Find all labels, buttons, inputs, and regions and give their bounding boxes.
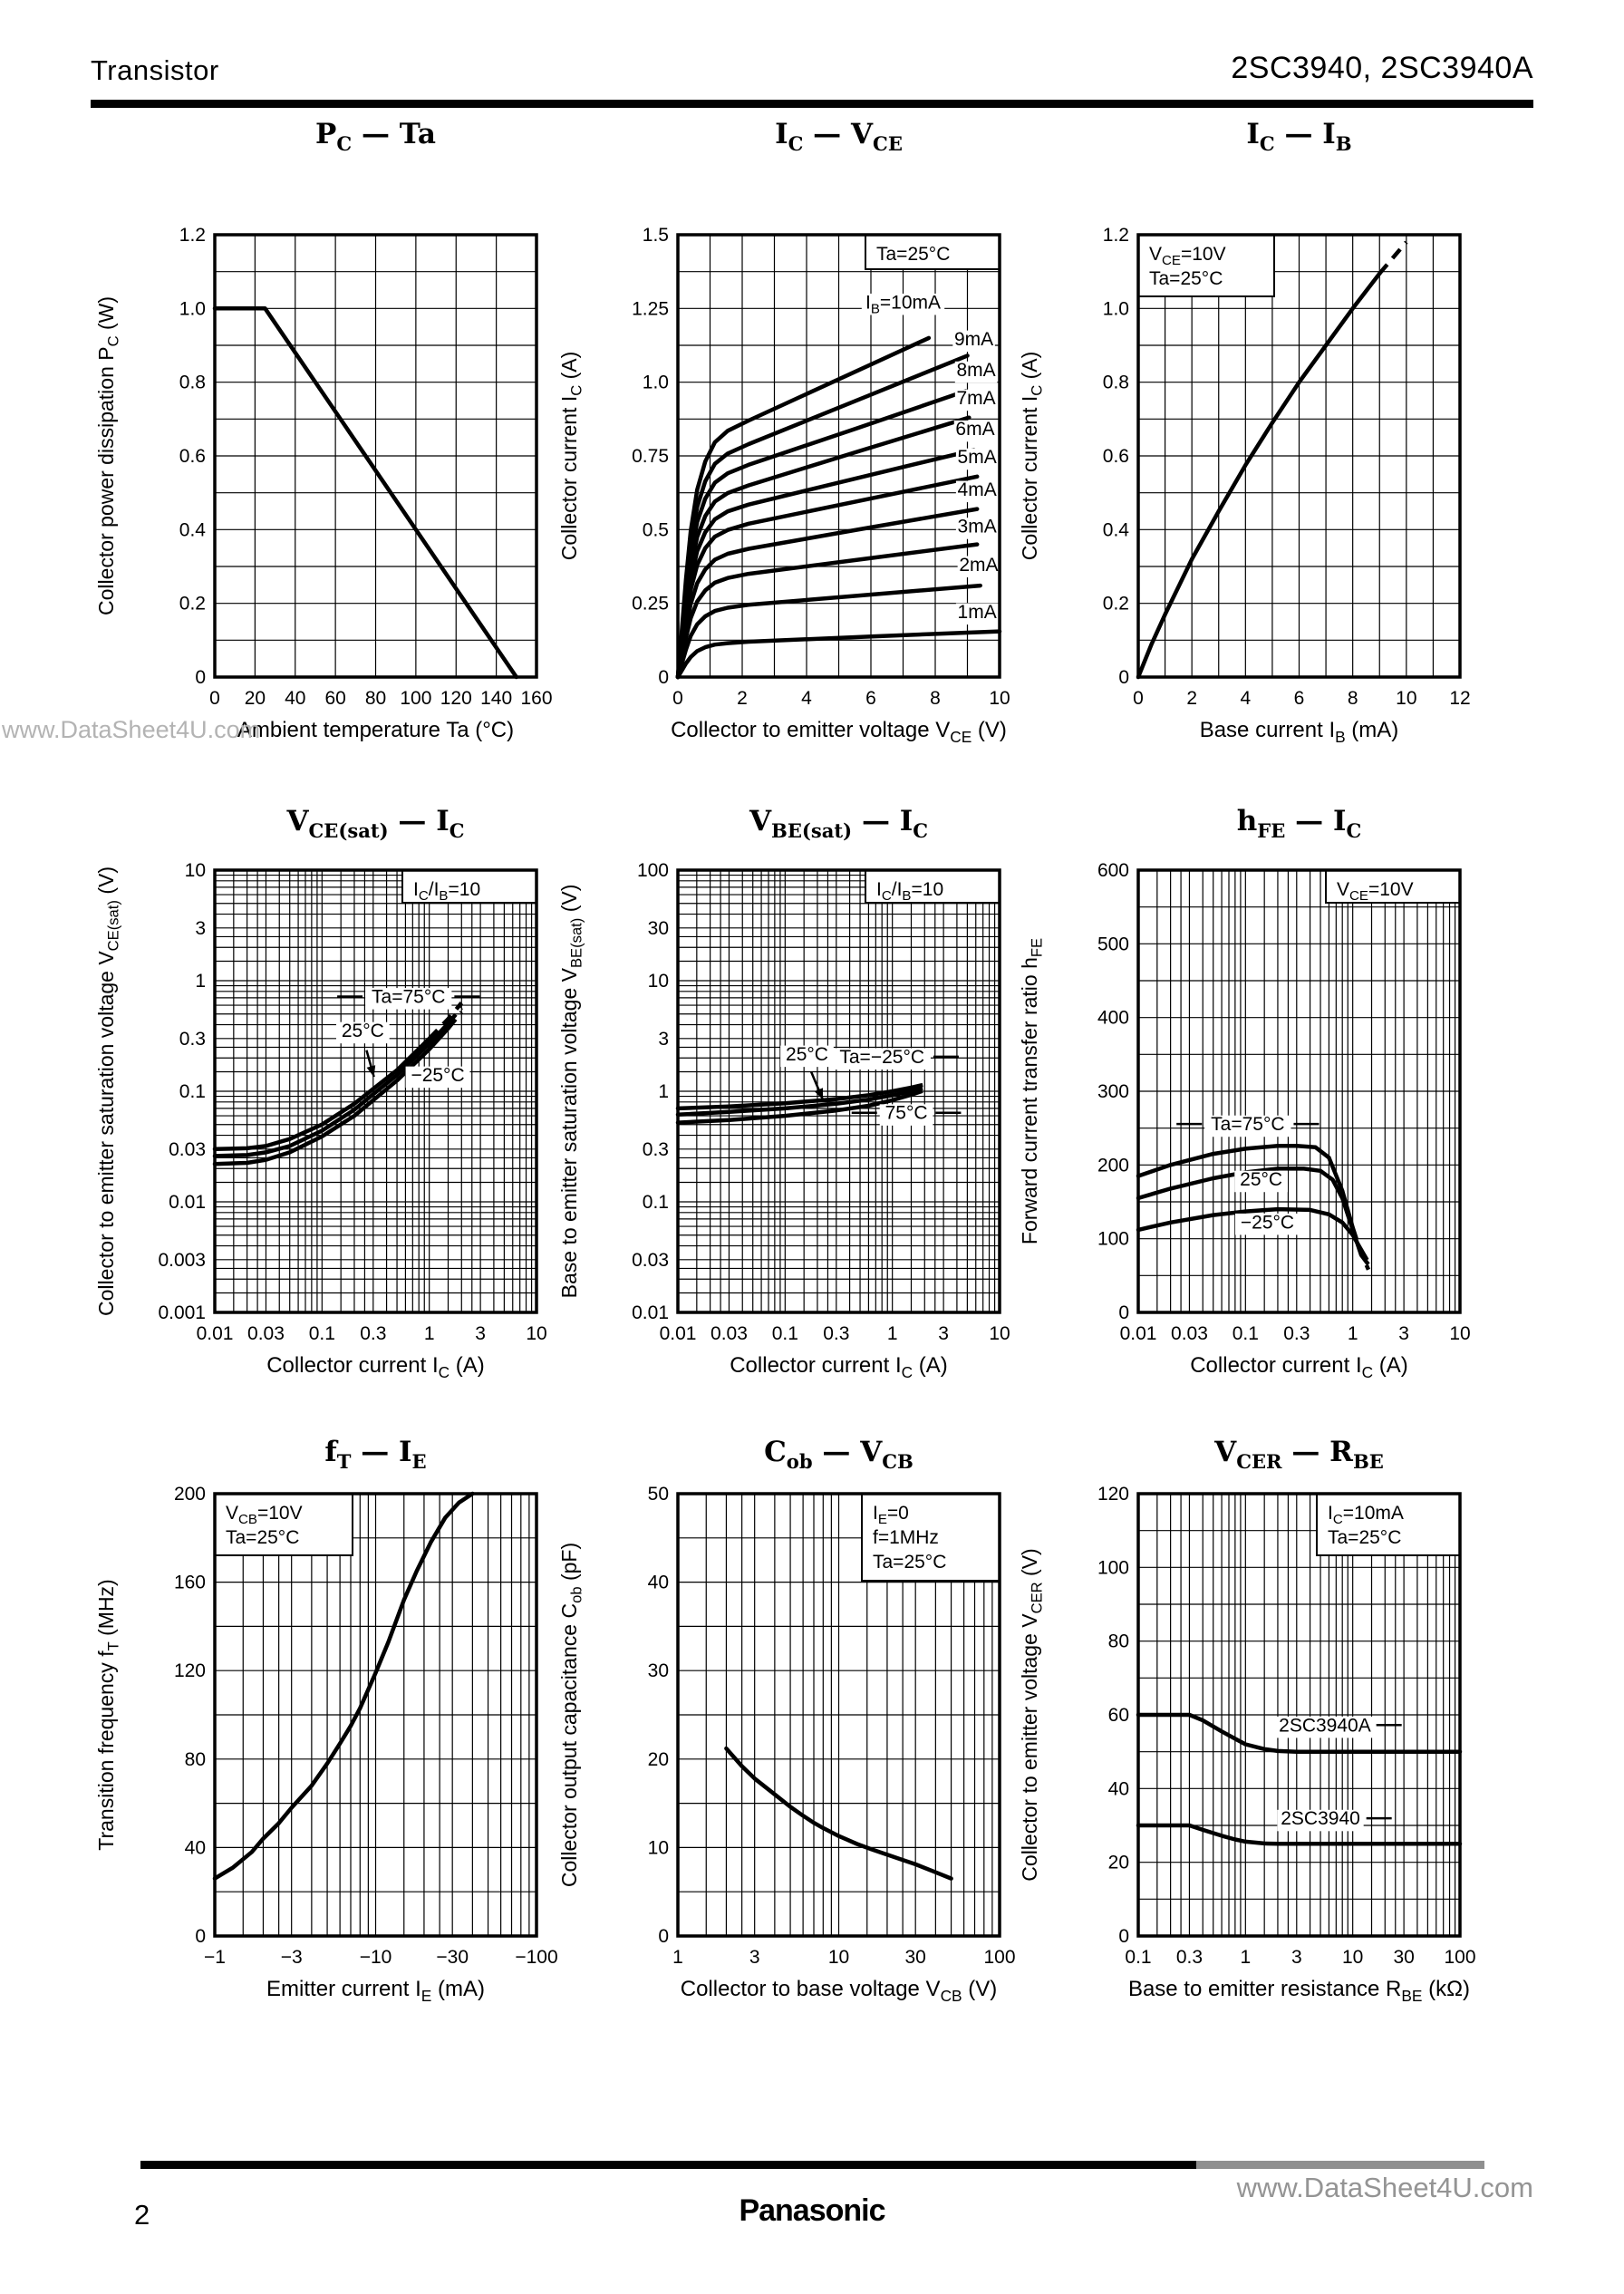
svg-text:IC/IB=10: $I_C/I_B=10$ [413, 879, 481, 905]
svg-text:80: 80 [364, 688, 387, 709]
svg-text:0.1: 0.1 [1125, 1947, 1152, 1968]
svg-text:0.3: 0.3 [1283, 1323, 1310, 1344]
svg-text:0: 0 [658, 667, 669, 688]
svg-text:0.003: 0.003 [158, 1249, 206, 1271]
svg-text:10: 10 [827, 1947, 850, 1968]
svg-text:1.5: 1.5 [642, 225, 669, 246]
svg-text:−30: −30 [436, 1947, 469, 1968]
svg-text:0.3: 0.3 [1175, 1947, 1204, 1968]
svg-text:3: 3 [749, 1947, 760, 1968]
svg-text:Ta=25°C: Ta=25°C [873, 1552, 947, 1573]
svg-text:0.25: 0.25 [632, 593, 669, 615]
svg-text:4mA: 4mA [957, 479, 997, 500]
svg-text:2: 2 [1186, 688, 1198, 709]
svg-text:1: 1 [886, 1323, 898, 1344]
svg-text:4: 4 [801, 688, 812, 709]
svg-text:10: 10 [647, 1837, 669, 1859]
svg-text:0.01: 0.01 [1119, 1323, 1157, 1344]
svg-text:0.3: 0.3 [179, 1028, 206, 1050]
svg-text:1: 1 [195, 971, 206, 992]
svg-text:1: 1 [423, 1323, 435, 1344]
svg-text:Collector power dissipation: Collector power dissipation $P_C$ (W) [94, 296, 122, 615]
svg-text:10: 10 [1396, 688, 1417, 709]
svg-text:30: 30 [647, 1660, 669, 1682]
svg-text:IC — VCE: $I_C$ — $V_{CE}$ [775, 118, 903, 155]
svg-text:0.01: 0.01 [196, 1323, 234, 1344]
svg-text:VCER — RBE: $V_{CER}$ — $R_{BE}$ [1214, 1436, 1384, 1473]
svg-text:0.1: 0.1 [1232, 1323, 1259, 1344]
svg-text:0.1: 0.1 [771, 1323, 798, 1344]
svg-text:80: 80 [1107, 1631, 1129, 1652]
svg-text:25°C: 25°C [1240, 1169, 1283, 1191]
svg-text:20: 20 [1107, 1852, 1129, 1873]
svg-text:1.0: 1.0 [179, 298, 206, 320]
svg-text:Ta=25°C: Ta=25°C [1149, 268, 1223, 289]
svg-text:Collector output capacitance: Collector output capacitance $C_{ob}$ (pF) [557, 1542, 585, 1888]
svg-text:200: 200 [173, 1484, 206, 1505]
svg-text:−3: −3 [280, 1947, 303, 1968]
svg-text:Ta=−25°C: Ta=−25°C [839, 1046, 925, 1068]
svg-text:1: 1 [672, 1947, 683, 1968]
svg-text:IC/IB=10: $I_C/I_B=10$ [876, 879, 944, 905]
svg-text:0.03: 0.03 [247, 1323, 285, 1344]
svg-text:60: 60 [1107, 1705, 1129, 1726]
svg-text:3: 3 [475, 1323, 486, 1344]
svg-text:0.1: 0.1 [308, 1323, 335, 1344]
svg-text:1mA: 1mA [957, 601, 997, 623]
svg-text:Base to emitter resistance R: Base to emitter resistance $R_{BE}$ (kΩ) [1127, 1977, 1471, 2005]
svg-text:120: 120 [173, 1660, 206, 1682]
svg-text:10: 10 [989, 688, 1010, 709]
svg-text:VCB=10V: $V_{CB}=10V$ [226, 1503, 303, 1528]
svg-text:2: 2 [737, 688, 748, 709]
svg-text:IC — IB: $I_C$ — $I_B$ [1246, 118, 1352, 155]
svg-text:120: 120 [1097, 1484, 1129, 1505]
svg-text:Base to emitter saturation vol: Base to emitter saturation voltage $V_{BE(sat)}$ (V) [557, 884, 585, 1299]
svg-text:0.03: 0.03 [1171, 1323, 1208, 1344]
svg-text:0: 0 [1118, 1926, 1129, 1947]
svg-text:Forward current transfer ratio: Forward current transfer ratio $h_{FE}$ [1018, 937, 1046, 1245]
svg-text:0.01: 0.01 [632, 1302, 669, 1323]
svg-text:VBE(sat) — IC: $V_{BE(sat)}$ — $I_C$ [749, 805, 929, 842]
part-number-title: 2SC3940, 2SC3940A [1231, 51, 1533, 85]
svg-text:Collector current IC (A): Collector current $I_C$ (A) [1190, 1353, 1408, 1381]
svg-text:0: 0 [195, 1926, 206, 1947]
svg-text:0.01: 0.01 [169, 1192, 206, 1213]
svg-text:0: 0 [658, 1926, 669, 1947]
svg-text:160: 160 [520, 688, 553, 709]
svg-text:10: 10 [989, 1323, 1010, 1344]
chart-ic-ib [984, 117, 1537, 777]
svg-text:0.3: 0.3 [823, 1323, 850, 1344]
svg-text:0.8: 0.8 [179, 372, 206, 393]
svg-text:3mA: 3mA [957, 516, 997, 537]
svg-text:0.3: 0.3 [642, 1138, 669, 1160]
svg-text:0.6: 0.6 [179, 446, 206, 467]
svg-text:160: 160 [173, 1572, 206, 1593]
svg-text:0.6: 0.6 [1102, 446, 1129, 467]
svg-text:8mA: 8mA [956, 360, 996, 382]
svg-text:Collector to emitter voltage: Collector to emitter voltage $V_{CER}$ (V) [1018, 1548, 1046, 1882]
svg-text:VCE=10V: $V_{CE}=10V$ [1149, 244, 1226, 269]
svg-text:Ta=25°C: Ta=25°C [1328, 1527, 1402, 1548]
svg-text:40: 40 [184, 1837, 206, 1859]
svg-text:0: 0 [209, 688, 220, 709]
svg-text:8: 8 [930, 688, 941, 709]
watermark-bottom: www.DataSheet4U.com [1236, 2172, 1533, 2203]
svg-text:50: 50 [647, 1484, 669, 1505]
svg-text:20: 20 [244, 688, 266, 709]
svg-text:Collector current IC (A): Collector current $I_C$ (A) [557, 351, 585, 561]
svg-text:40: 40 [285, 688, 306, 709]
svg-text:30: 30 [647, 917, 669, 939]
svg-text:3: 3 [658, 1028, 669, 1050]
svg-text:1.2: 1.2 [1102, 225, 1129, 246]
svg-text:100: 100 [400, 688, 432, 709]
svg-text:100: 100 [1444, 1947, 1476, 1968]
svg-text:Collector current IC (A): Collector current $I_C$ (A) [730, 1353, 948, 1381]
svg-text:PC — Ta: $P_C$ — Ta [315, 118, 436, 155]
svg-text:40: 40 [647, 1572, 669, 1593]
svg-text:0.5: 0.5 [642, 519, 669, 541]
svg-text:Transition frequency fT (M: Transition frequency $f_T$ (MHz) [94, 1579, 122, 1851]
svg-text:600: 600 [1097, 860, 1129, 881]
footer-rule [140, 2161, 1196, 2169]
svg-text:0.4: 0.4 [1102, 519, 1129, 541]
svg-text:Collector to emitter voltage: Collector to emitter voltage $V_{CE}$ (V) [671, 718, 1007, 746]
svg-text:0.2: 0.2 [1102, 593, 1129, 615]
svg-text:1: 1 [658, 1081, 669, 1102]
page-category-title: Transistor [91, 54, 219, 86]
svg-text:−1: −1 [204, 1947, 226, 1968]
svg-text:hFE — IC: $h_{FE}$ — $I_C$ [1236, 805, 1362, 842]
svg-text:1.0: 1.0 [1102, 298, 1129, 320]
svg-text:0.03: 0.03 [710, 1323, 748, 1344]
svg-text:120: 120 [440, 688, 472, 709]
svg-text:IC=10mA: $I_C=10mA$ [1328, 1503, 1404, 1528]
svg-text:0: 0 [195, 667, 206, 688]
svg-text:f=1MHz: f=1MHz [873, 1527, 939, 1548]
footer-rule-gray-segment [1196, 2161, 1484, 2169]
svg-text:IE=0: $I_E=0$ [873, 1503, 909, 1528]
svg-text:1.25: 1.25 [632, 298, 669, 320]
svg-text:75°C: 75°C [884, 1102, 928, 1124]
svg-text:1.2: 1.2 [179, 225, 206, 246]
svg-text:7mA: 7mA [956, 388, 996, 410]
page-number: 2 [134, 2199, 150, 2231]
svg-text:10: 10 [1341, 1947, 1364, 1968]
svg-text:500: 500 [1097, 934, 1129, 955]
svg-text:300: 300 [1097, 1081, 1129, 1102]
svg-text:Ambient temperature Ta (°C: Ambient temperature Ta (°C) [237, 718, 515, 742]
svg-text:−100: −100 [515, 1947, 558, 1968]
svg-text:Collector to emitter saturatio: Collector to emitter saturation voltage $V_{CE(sat)}$ (V) [94, 866, 122, 1317]
svg-text:6: 6 [1293, 688, 1305, 709]
svg-text:0.1: 0.1 [179, 1081, 206, 1102]
svg-text:Base current IB (mA): Base current $I_B$ (mA) [1199, 718, 1399, 746]
svg-text:−10: −10 [359, 1947, 392, 1968]
svg-text:12: 12 [1449, 688, 1471, 709]
svg-text:25°C: 25°C [786, 1043, 828, 1065]
svg-text:10: 10 [647, 971, 669, 992]
svg-text:100: 100 [1097, 1557, 1129, 1579]
svg-text:0.001: 0.001 [158, 1302, 206, 1323]
svg-text:10: 10 [526, 1323, 547, 1344]
svg-text:10: 10 [184, 860, 206, 881]
svg-text:0.4: 0.4 [179, 519, 206, 541]
svg-text:400: 400 [1097, 1007, 1129, 1029]
svg-text:VCE(sat) — IC: $V_{CE(sat)}$ — $I_C$ [286, 805, 465, 842]
svg-text:−25°C: −25°C [1240, 1212, 1295, 1234]
svg-text:100: 100 [636, 860, 669, 881]
svg-text:2SC3940A: 2SC3940A [1279, 1715, 1371, 1737]
svg-text:VCE=10V: $V_{CE}=10V$ [1337, 879, 1414, 905]
svg-text:2SC3940: 2SC3940 [1281, 1808, 1360, 1830]
svg-text:Ta=25°C: Ta=25°C [876, 244, 951, 265]
svg-text:Emitter current IE (mA): Emitter current $I_E$ (mA) [266, 1977, 485, 2005]
svg-text:Ta=75°C: Ta=75°C [1211, 1114, 1285, 1136]
svg-text:3: 3 [1398, 1323, 1409, 1344]
brand-logo: Panasonic [739, 2193, 885, 2228]
svg-text:60: 60 [324, 688, 346, 709]
svg-text:6: 6 [865, 688, 876, 709]
svg-text:0.03: 0.03 [169, 1138, 206, 1160]
svg-text:0.75: 0.75 [632, 446, 669, 467]
svg-text:6mA: 6mA [955, 419, 995, 440]
svg-text:200: 200 [1097, 1155, 1129, 1176]
svg-text:2mA: 2mA [959, 554, 999, 576]
watermark-left: www.DataSheet4U.com [2, 716, 261, 743]
svg-text:Collector current IC (A): Collector current $I_C$ (A) [266, 1353, 485, 1381]
svg-text:IB=10mA: $I_B=10mA$ [865, 292, 942, 317]
svg-text:0: 0 [1118, 667, 1129, 688]
svg-text:0.2: 0.2 [179, 593, 206, 615]
svg-text:Collector current IC (A): Collector current $I_C$ (A) [1018, 351, 1046, 561]
svg-text:fT — IE: $f_T$ — $I_E$ [324, 1436, 427, 1473]
svg-text:3: 3 [1290, 1947, 1302, 1968]
svg-text:30: 30 [1393, 1947, 1415, 1968]
svg-text:25°C: 25°C [341, 1021, 384, 1042]
svg-text:20: 20 [647, 1748, 669, 1770]
svg-text:40: 40 [1107, 1778, 1129, 1800]
svg-text:1: 1 [1347, 1323, 1358, 1344]
svg-text:9mA: 9mA [954, 329, 994, 350]
svg-text:3: 3 [938, 1323, 949, 1344]
svg-text:0.1: 0.1 [642, 1192, 669, 1213]
chart-vcer-rbe [984, 1376, 1537, 2036]
svg-text:Cob — VCB: $C_{ob}$ — $V_{CB}$ [764, 1436, 914, 1473]
chart-hfe-ic [984, 752, 1537, 1412]
svg-text:1.0: 1.0 [642, 372, 669, 393]
svg-text:30: 30 [904, 1947, 926, 1968]
svg-text:1: 1 [1240, 1947, 1252, 1968]
svg-text:100: 100 [983, 1947, 1016, 1968]
svg-text:0: 0 [1133, 688, 1144, 709]
svg-text:0.8: 0.8 [1102, 372, 1129, 393]
svg-text:0.3: 0.3 [360, 1323, 387, 1344]
svg-text:8: 8 [1347, 688, 1358, 709]
svg-text:0.03: 0.03 [632, 1249, 669, 1271]
svg-text:−25°C: −25°C [411, 1065, 465, 1087]
svg-text:0: 0 [1118, 1302, 1129, 1323]
svg-text:Collector to base voltage VC: Collector to base voltage $V_{CB}$ (V) [680, 1977, 998, 2005]
svg-text:Ta=25°C: Ta=25°C [226, 1527, 300, 1548]
svg-text:10: 10 [1449, 1323, 1471, 1344]
svg-text:100: 100 [1097, 1228, 1129, 1250]
svg-text:0: 0 [672, 688, 683, 709]
svg-text:3: 3 [195, 917, 206, 939]
svg-text:Ta=75°C: Ta=75°C [372, 986, 446, 1008]
svg-text:80: 80 [184, 1748, 206, 1770]
svg-text:4: 4 [1240, 688, 1252, 709]
svg-text:140: 140 [480, 688, 513, 709]
svg-text:5mA: 5mA [957, 447, 997, 469]
svg-text:0.01: 0.01 [659, 1323, 697, 1344]
